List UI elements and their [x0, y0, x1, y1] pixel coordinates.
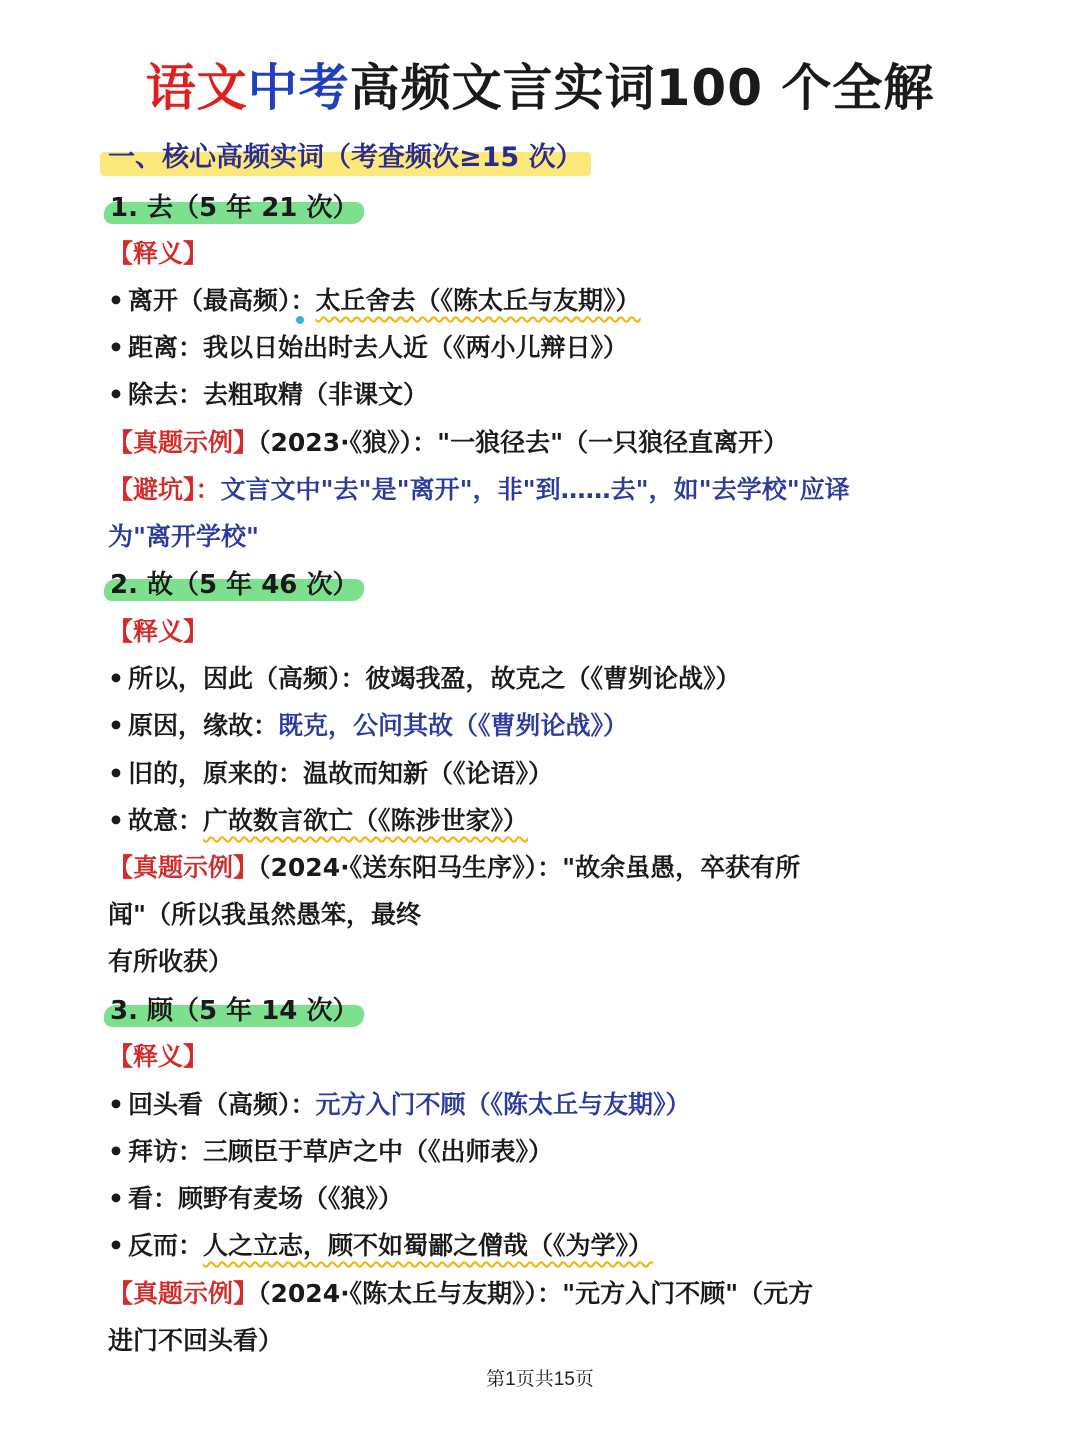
- exam-text: （2024·《陈太丘与友期》）："元方入门不顾"（元方: [258, 1279, 814, 1308]
- exam-example: [108, 426, 788, 460]
- bullet: •: [108, 1137, 124, 1166]
- item-label: 故意：: [128, 806, 204, 835]
- title-part-blue: 中考: [247, 59, 350, 117]
- meaning-tag: 【释义】: [108, 239, 209, 268]
- title-part-red: 语文: [145, 59, 248, 117]
- list-item: [108, 378, 428, 412]
- item-label: 除去：: [128, 380, 204, 409]
- pitfall-text-continued: 为"离开学校": [108, 522, 260, 551]
- item-example: 人之立志，顾不如蜀鄙之僧哉（《为学》）: [203, 1231, 654, 1260]
- item-label: 距离：: [128, 333, 204, 362]
- exam-text-continued: 有所收获）: [108, 947, 234, 976]
- bullet: •: [108, 286, 124, 315]
- item-example: 太丘舍去（《陈太丘与友期》）: [315, 286, 641, 315]
- exam-text: （2023·《狼》）："一狼径去"（一只狼径直离开）: [258, 428, 789, 457]
- section-heading-text: 一、核心高频实词（考查频次≥15 次）: [108, 142, 583, 173]
- list-item: [108, 804, 528, 838]
- bullet: •: [108, 806, 124, 835]
- list-item: [108, 284, 641, 318]
- list-item: [108, 757, 553, 791]
- meaning-tag: 【释义】: [108, 1042, 209, 1071]
- pitfall-text: 文言文中"去"是"离开"，非"到……去"，如"去学校"应译: [220, 475, 850, 504]
- pitfall-note: [108, 473, 850, 507]
- item-example: 元方入门不顾（《陈太丘与友期》）: [315, 1090, 691, 1119]
- page-title: [0, 48, 1080, 120]
- item-example: 广故数言欲亡（《陈涉世家》）: [203, 806, 529, 835]
- item-label: 旧的，原来的：: [128, 759, 304, 788]
- section-heading: [100, 140, 591, 176]
- item-example: 三顾臣于草庐之中（《出师表》）: [203, 1137, 554, 1166]
- exam-example: [108, 851, 800, 885]
- item-label: 反而：: [128, 1231, 204, 1260]
- text-cursor-marker: [296, 316, 304, 324]
- meaning-tag: 【释义】: [108, 617, 209, 646]
- word-heading-text: 2. 故（5 年 46 次）: [110, 570, 359, 600]
- list-item: [108, 709, 628, 743]
- word-heading-gu-look: [104, 993, 364, 1029]
- bullet: •: [108, 1231, 124, 1260]
- item-label: 离开（最高频）：: [128, 286, 316, 315]
- exam-text-continued: 进门不回头看）: [108, 1326, 284, 1355]
- bullet: •: [108, 1184, 124, 1213]
- list-item: [108, 1088, 691, 1122]
- list-item: [108, 662, 741, 696]
- item-example: 既克，公问其故（《曹刿论战》）: [278, 711, 629, 740]
- word-heading-gu: [104, 567, 364, 603]
- bullet: •: [108, 1090, 124, 1119]
- exam-tag: 【真题示例】: [108, 1279, 259, 1308]
- exam-tag: 【真题示例】: [108, 853, 259, 882]
- word-heading-text: 3. 顾（5 年 14 次）: [110, 996, 359, 1026]
- item-label: 所以，因此（高频）：: [128, 664, 366, 693]
- exam-tag: 【真题示例】: [108, 428, 259, 457]
- list-item: [108, 331, 628, 365]
- exam-text: （2024·《送东阳马生序》）："故余虽愚，卒获有所: [258, 853, 801, 882]
- exam-example: [108, 1277, 813, 1311]
- item-label: 回头看（高频）：: [128, 1090, 316, 1119]
- item-label: 看：: [128, 1184, 179, 1213]
- bullet: •: [108, 664, 124, 693]
- list-item: [108, 1182, 403, 1216]
- pitfall-tag: 【避坑】：: [108, 475, 221, 504]
- page-number: 第1页共15页: [486, 1369, 594, 1390]
- item-label: 拜访：: [128, 1137, 204, 1166]
- exam-text-continued: 闻"（所以我虽然愚笨，最终: [108, 900, 422, 929]
- bullet: •: [108, 333, 124, 362]
- item-example: 顾野有麦场（《狼》）: [178, 1184, 404, 1213]
- word-heading-qu: [104, 190, 364, 226]
- item-example: 去粗取精（非课文）: [203, 380, 429, 409]
- list-item: [108, 1135, 553, 1169]
- item-example: 我以日始出时去人近（《两小儿辩日》）: [203, 333, 629, 362]
- item-example: 温故而知新（《论语》）: [303, 759, 554, 788]
- bullet: •: [108, 711, 124, 740]
- list-item: [108, 1229, 653, 1263]
- word-heading-text: 1. 去（5 年 21 次）: [110, 193, 359, 223]
- item-example: 彼竭我盈，故克之（《曹刿论战》）: [365, 664, 741, 693]
- bullet: •: [108, 380, 124, 409]
- item-label: 原因，缘故：: [128, 711, 279, 740]
- title-part-black: 高频文言实词100 个全解: [349, 59, 935, 117]
- bullet: •: [108, 759, 124, 788]
